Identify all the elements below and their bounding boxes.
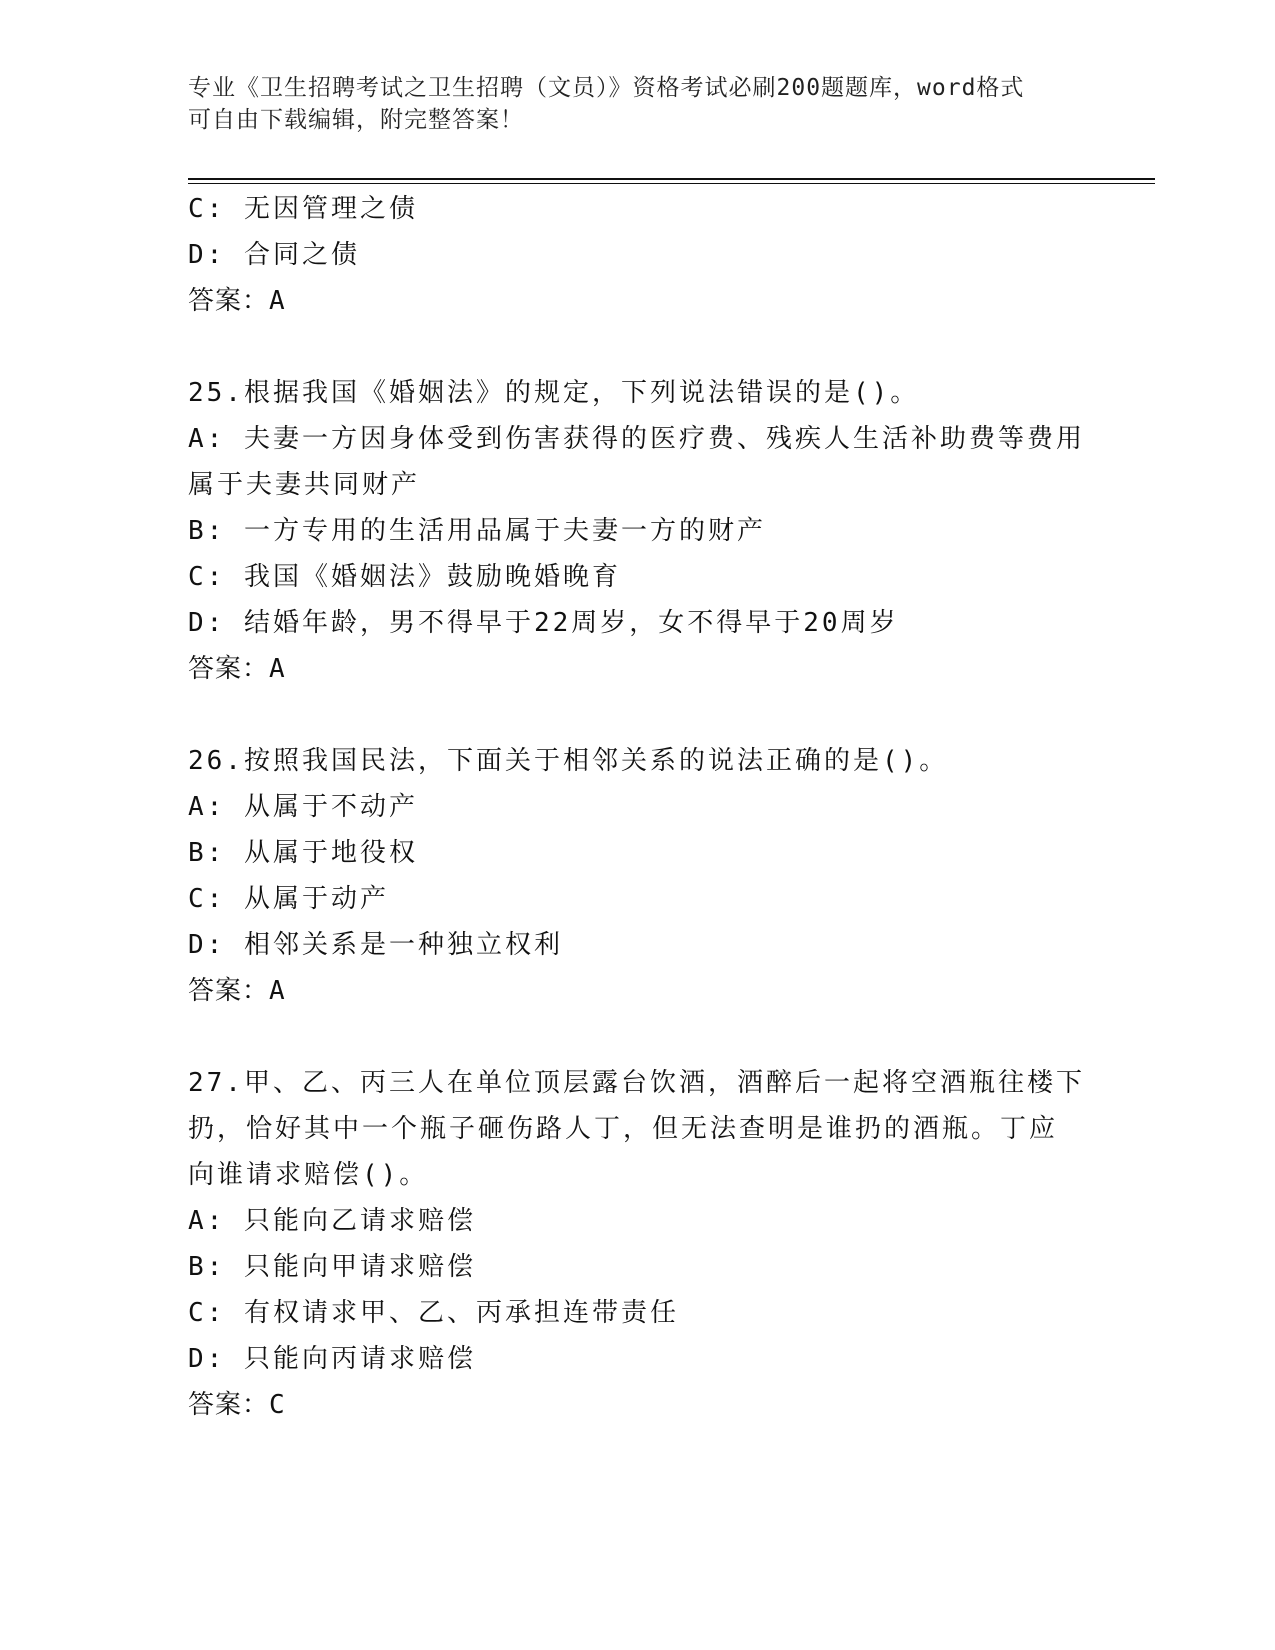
answer-value: C <box>269 1390 286 1420</box>
continuation-block <box>188 186 1088 324</box>
answer-label: 答案： <box>188 976 270 1006</box>
answer-label: 答案： <box>188 1390 270 1420</box>
option-c: C: 我国《婚姻法》鼓励晚婚晚育 <box>188 562 621 592</box>
option-d: D: 只能向丙请求赔偿 <box>188 1344 476 1374</box>
question-26 <box>188 738 1088 1014</box>
option-a: A: 从属于不动产 <box>188 792 418 822</box>
question-text: 25.根据我国《婚姻法》的规定，下列说法错误的是()。 <box>188 378 920 408</box>
header-rule-thin <box>188 183 1155 184</box>
question-text-line-1: 27.甲、乙、丙三人在单位顶层露台饮酒，酒醉后一起将空酒瓶往楼下 <box>188 1068 1085 1098</box>
option-c: C: 从属于动产 <box>188 884 389 914</box>
answer-value: A <box>269 976 286 1006</box>
question-text: 26.按照我国民法，下面关于相邻关系的说法正确的是()。 <box>188 746 949 776</box>
question-text-line-3: 向谁请求赔偿()。 <box>188 1160 429 1190</box>
option-c: C: 无因管理之债 <box>188 194 418 224</box>
answer-label: 答案： <box>188 654 270 684</box>
question-text-line-2: 扔，恰好其中一个瓶子砸伤路人丁，但无法查明是谁扔的酒瓶。丁应 <box>188 1114 1059 1144</box>
document-header <box>188 72 1068 136</box>
option-d: D: 结婚年龄，男不得早于22周岁，女不得早于20周岁 <box>188 608 899 638</box>
answer-line <box>188 278 1088 324</box>
option-b: B: 从属于地役权 <box>188 838 418 868</box>
header-rule-thick <box>188 178 1155 180</box>
header-line-1: 专业《卫生招聘考试之卫生招聘（文员）》资格考试必刷200题题库，word格式 <box>188 75 1025 101</box>
answer-value: A <box>269 654 286 684</box>
option-b: B: 只能向甲请求赔偿 <box>188 1252 476 1282</box>
answer-line <box>188 646 1088 692</box>
option-c: C: 有权请求甲、乙、丙承担连带责任 <box>188 1298 679 1328</box>
option-d: D: 合同之债 <box>188 240 360 270</box>
header-line-2: 可自由下载编辑，附完整答案！ <box>188 107 524 133</box>
option-b: B: 一方专用的生活用品属于夫妻一方的财产 <box>188 516 766 546</box>
document-body <box>188 186 1088 1428</box>
question-25 <box>188 370 1088 692</box>
option-d: D: 相邻关系是一种独立权利 <box>188 930 563 960</box>
question-27 <box>188 1060 1088 1428</box>
option-a: A: 只能向乙请求赔偿 <box>188 1206 476 1236</box>
option-a-continued: 属于夫妻共同财产 <box>188 470 421 500</box>
answer-value: A <box>269 286 286 316</box>
answer-label: 答案： <box>188 286 270 316</box>
answer-line <box>188 1382 1088 1428</box>
answer-line <box>188 968 1088 1014</box>
option-a: A: 夫妻一方因身体受到伤害获得的医疗费、残疾人生活补助费等费用 <box>188 424 1085 454</box>
